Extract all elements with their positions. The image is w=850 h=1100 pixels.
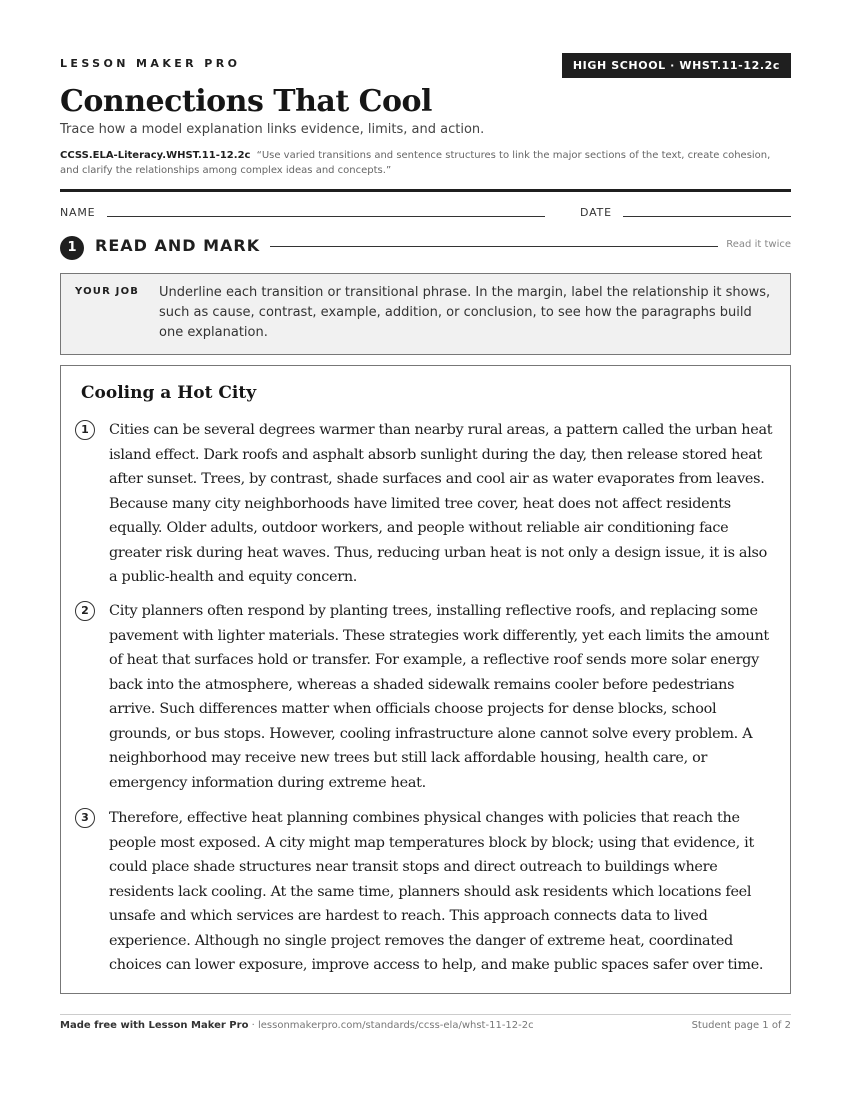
paragraph-number: 2 [75, 601, 95, 621]
standard-quote: “Use varied transitions and sentence structures to link the major sections of the text, create cohesion, and clarify the relationships among complex ideas and concepts.” [60, 150, 771, 176]
footer-url[interactable]: lessonmakerpro.com/standards/ccss-ela/whst-11-12-2c [257, 1020, 534, 1031]
grade-standard-badge: HIGH SCHOOL · WHST.11-12.2c [562, 53, 791, 78]
section-number-badge: 1 [60, 236, 84, 260]
date-field[interactable] [623, 216, 791, 217]
section-title: READ AND MARK [95, 236, 261, 255]
instructions-text: Underline each transition or transitional phrase. In the margin, label the relationship it shows, such as cause, contrast, example, addition, or conclusion, to see how the paragraphs build one explanation. [159, 285, 771, 340]
paragraph-text: City planners often respond by planting trees, installing reflective roofs, and replacing some pavement with lighter materials. These strategies work differently, yet each limits the amount of heat that surfaces hold or transfer. For example, a reflective roof sends more solar energy back into the atmosphere, whereas a shaded sidewalk remains cooler before pedestrians arrive. Such differences matter when officials choose projects for dense blocks, school grounds, or bus stops. However, cooling infrastructure alone cannot solve every problem. A neighborhood may receive new trees but still lack affordable housing, health care, or emergency information during extreme heat. [109, 603, 769, 791]
header-divider [60, 189, 791, 192]
instructions-box [60, 273, 791, 355]
footer-made-with: Made free with Lesson Maker Pro [60, 1020, 249, 1031]
worksheet-page [60, 0, 791, 1100]
passage-title: Cooling a Hot City [81, 383, 257, 403]
footer-divider [60, 1014, 791, 1015]
paragraph-text: Cities can be several degrees warmer than nearby rural areas, a pattern called the urban heat island effect. Dark roofs and asphalt absorb sunlight during the day, then release stored heat after sunset. Trees, by contrast, shade surfaces and cool air as water evaporates from leaves. Because many city neighborhoods have limited tree cover, heat does not affect residents equally. Older adults, outdoor workers, and people without reliable air conditioning face greater risk during heat waves. Thus, reducing urban heat is not only a design issue, it is also a public-health and equity concern. [109, 422, 773, 585]
page-title: Connections That Cool [60, 84, 432, 119]
footer-page-number: Student page 1 of 2 [691, 1020, 791, 1031]
paragraph-number: 3 [75, 808, 95, 828]
name-field[interactable] [107, 216, 545, 217]
date-label: DATE [580, 206, 612, 219]
footer-separator: · [251, 1020, 258, 1031]
footer-credit [60, 1020, 534, 1031]
instructions-label: YOUR JOB [75, 286, 140, 297]
paragraph-number: 1 [75, 420, 95, 440]
page-subtitle: Trace how a model explanation links evidence, limits, and action. [60, 122, 485, 137]
reading-passage [60, 365, 791, 994]
name-label: NAME [60, 206, 96, 219]
standard-description [60, 148, 791, 178]
standard-code: CCSS.ELA-Literacy.WHST.11-12.2c [60, 150, 251, 161]
section-divider [270, 246, 718, 247]
brand-name: LESSON MAKER PRO [60, 57, 241, 70]
section-note: Read it twice [726, 239, 791, 250]
paragraph-text: Therefore, effective heat planning combines physical changes with policies that reach the people most exposed. A city might map temperatures block by block; using that evidence, it could place shade structures near transit stops and direct outreach to buildings where residents lack cooling. At the same time, planners should ask residents which locations feel unsafe and which services are hardest to reach. This approach connects data to lived experience. Although no single project removes the danger of extreme heat, coordinated choices can lower exposure, improve access to help, and make public spaces safer over time. [109, 810, 764, 973]
